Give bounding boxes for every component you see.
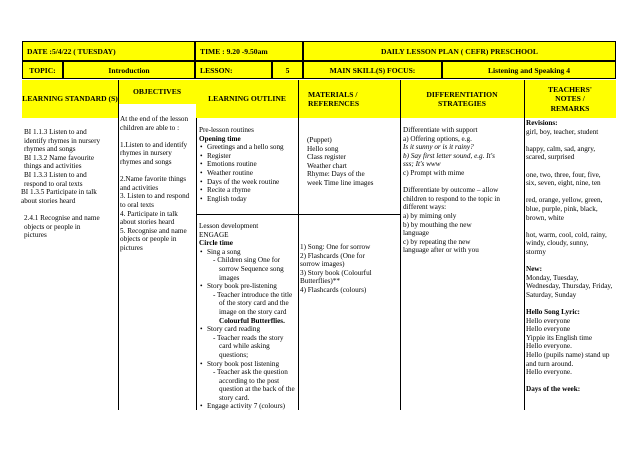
- objective-line: to oral texts: [120, 200, 154, 209]
- remark-line: Hello everyone: [526, 316, 571, 325]
- remark-line: Saturday, Sunday: [526, 290, 577, 299]
- circle-time-title: Circle time: [199, 239, 233, 248]
- remark-line: Hello everyone.: [526, 368, 572, 377]
- objective-line: 2.Name favorite things: [120, 175, 187, 184]
- pre-lesson-item: • English today: [199, 195, 284, 204]
- material-line: Butterflies)**: [300, 277, 340, 286]
- objective-line: children are able to :: [120, 123, 180, 132]
- remark-line: Days of the week:: [526, 385, 581, 394]
- objective-line: rhymes and songs: [120, 157, 172, 166]
- remark-line: brown, white: [526, 213, 564, 222]
- remark-line: Yippie its English time: [526, 333, 593, 342]
- pre-lesson-title: Pre-lesson routines: [199, 126, 254, 134]
- col-head-outline-text: LEARNING OUTLINE: [208, 94, 286, 104]
- material-line: (Puppet): [307, 136, 332, 144]
- col-head-materials-text: MATERIALS / REFERENCES: [308, 89, 360, 108]
- col-head-standard-text: LEARNING STANDARD (S): [22, 94, 118, 104]
- objective-line: [120, 132, 189, 141]
- standard-line: about stories heard: [21, 196, 76, 205]
- remark-line: Hello Song Lyric:: [526, 308, 580, 317]
- pre-lesson-item: • Register: [199, 152, 284, 161]
- objective-line: pictures: [120, 243, 143, 252]
- plan-title-cell: [303, 41, 616, 61]
- grid-line: [524, 80, 525, 410]
- objectives-list: [120, 115, 189, 253]
- col-head-remarks-text: TEACHERS' NOTES / REMARKS: [548, 85, 592, 113]
- standard-line: respond to oral texts: [24, 179, 83, 188]
- material-line: Class register: [307, 153, 346, 162]
- pre-lesson-item: • Weather routine: [199, 169, 284, 178]
- remark-line: [526, 257, 612, 266]
- material-line: Rhyme: Days of the: [307, 170, 365, 179]
- differentiation-line: a) Offering options, e.g.: [403, 134, 472, 143]
- objective-line: about stories heard: [120, 218, 175, 227]
- outline-dev: [199, 222, 295, 411]
- remark-line: Hello everyone.: [526, 342, 572, 351]
- differentiation-line: [403, 178, 500, 187]
- pre-lesson-item: • Greetings and a hello song: [199, 143, 284, 152]
- material-line: Hello song: [307, 144, 339, 153]
- remark-line: Revisions:: [526, 119, 558, 127]
- pre-lesson-list: [199, 143, 284, 203]
- topic-value: Introduction: [108, 65, 150, 75]
- pre-lesson-item: • Days of the week routine: [199, 178, 284, 187]
- reading-sub: - Teacher reads the story: [213, 333, 284, 342]
- remark-line: hot, warm, cool, cold, rainy,: [526, 230, 607, 239]
- remark-line: [526, 299, 612, 308]
- dev-story-list: [199, 282, 295, 291]
- material-line: 3) Story book (Colourful: [300, 268, 372, 277]
- dev-reading-list: [199, 325, 295, 334]
- grid-line: [298, 80, 299, 410]
- topic-value-cell: [63, 61, 195, 79]
- reading-sub: questions;: [219, 350, 249, 359]
- col-head-objectives-text: OBJECTIVES: [132, 87, 182, 97]
- story-sub: - Teacher introduce the title: [213, 290, 293, 299]
- differentiation-line: b) Say first letter sound, e.g. It's: [403, 151, 495, 160]
- differentiation-line: Differentiate by outcome – allow: [403, 186, 499, 195]
- sing-sub: - Children sing One for: [213, 256, 281, 265]
- grid-line: [400, 80, 401, 410]
- pre-lesson-item: • Emotions routine: [199, 160, 284, 169]
- lesson-value-cell: [272, 61, 303, 79]
- post-sub: question at the back of the: [219, 385, 295, 394]
- story-title: Colourful Butterflies.: [219, 316, 285, 325]
- differentiation-line: a) by miming only: [403, 211, 457, 220]
- material-line: sorrow images): [300, 260, 345, 269]
- focus-label-cell: [303, 61, 442, 79]
- remark-line: blue, purple, pink, black,: [526, 204, 598, 213]
- lesson-label-cell: [195, 61, 272, 79]
- lesson-value: 5: [285, 65, 290, 75]
- objective-line: 3. Listen to and respond: [120, 192, 190, 201]
- remark-line: windy, cloudy, sunny,: [526, 239, 589, 248]
- standard-line: BI 1.1.3 Listen to and: [24, 128, 87, 136]
- time-cell: [195, 41, 303, 61]
- standard-line: things and activities: [24, 162, 82, 171]
- differentiation-line: different ways:: [403, 203, 447, 212]
- standard-line: BI 1.3.5 Participate in talk: [21, 188, 97, 197]
- focus-value: Listening and Speaking 4: [487, 65, 571, 75]
- standards-list: [21, 128, 101, 240]
- focus-value-cell: [442, 61, 616, 79]
- col-head-standard: [22, 80, 118, 118]
- differentiation-line: c) Prompt with mime: [403, 168, 465, 177]
- remark-line: Wednesday, Thursday, Friday,: [526, 282, 613, 291]
- story-sub: of the story card and the: [219, 299, 289, 308]
- post-item: • Story book post listening: [199, 360, 295, 369]
- post-sub: - Teacher ask the question: [213, 368, 288, 377]
- time-text: TIME : 9.20 -9.50am: [200, 46, 268, 56]
- remark-line: [526, 188, 612, 197]
- reading-sub: card while asking: [219, 342, 270, 351]
- opening-time-title: Opening time: [199, 134, 241, 143]
- objective-line: 5. Recognise and name: [120, 226, 187, 235]
- objective-line: rhymes in nursery: [120, 149, 172, 158]
- remark-line: [526, 222, 612, 231]
- objective-line: At the end of the lesson: [120, 115, 189, 123]
- differentiation-line: Differentiate with support: [403, 126, 478, 134]
- objective-line: and activities: [120, 183, 159, 192]
- sing-sub: images: [219, 273, 240, 282]
- standard-line: [24, 205, 100, 214]
- remark-line: [526, 162, 612, 171]
- materials-top: [307, 136, 373, 188]
- lesson-label: LESSON:: [200, 65, 233, 75]
- remark-line: happy, calm, sad, angry,: [526, 144, 596, 153]
- differentiation-line: children to respond to the topic in: [403, 194, 501, 203]
- topic-label: TOPIC:: [29, 65, 56, 75]
- remark-line: Hello (pupils name) stand up: [526, 351, 610, 360]
- differentiation-line: language after or with you: [403, 246, 479, 255]
- objective-line: 1.Listen to and identify: [120, 140, 188, 149]
- col-head-remarks: [524, 80, 616, 118]
- objective-line: 4. Participate in talk: [120, 209, 178, 218]
- material-line: 2) Flashcards (One for: [300, 251, 365, 260]
- standard-line: 2.4.1 Recognise and name: [24, 213, 100, 222]
- grid-line: [196, 118, 197, 410]
- grid-line: [196, 214, 400, 215]
- standard-line: identify rhymes in nursery: [24, 136, 101, 145]
- post-sub: story card.: [219, 393, 250, 402]
- col-head-outline: [196, 80, 298, 118]
- focus-label: MAIN SKILL(S) FOCUS:: [329, 65, 416, 75]
- remark-line: Monday, Tuesday,: [526, 273, 579, 282]
- story-sub: image on the story card: [219, 307, 287, 316]
- sing-item: • Sing a song: [199, 248, 295, 257]
- sing-sub: sorrow Sequence song: [219, 264, 284, 273]
- pre-lesson-item: • Recite a rhyme: [199, 186, 284, 195]
- remark-line: and turn around.: [526, 359, 574, 368]
- remark-line: stormy: [526, 247, 546, 256]
- dev-sing-list: [199, 248, 295, 257]
- remark-line: Hello everyone: [526, 325, 571, 334]
- remark-line: girl, boy, teacher, student: [526, 127, 599, 136]
- col-head-differentiation-text: DIFFERENTIATION STRATEGIES: [426, 89, 498, 108]
- differentiation-line: Is it sunny or is it rainy?: [403, 143, 474, 152]
- topic-label-cell: [22, 61, 63, 79]
- differentiation-list: [403, 126, 500, 255]
- standard-line: objects or people in: [24, 222, 81, 231]
- differentiation-line: sss; It's www: [403, 160, 441, 169]
- col-head-differentiation: [400, 80, 524, 118]
- differentiation-line: c) by repeating the new: [403, 237, 471, 246]
- remark-line: red, orange, yellow, green,: [526, 196, 603, 205]
- dev-engage-list: [199, 402, 295, 411]
- story-item: • Story book pre-listening: [199, 282, 295, 291]
- engage-title: ENGAGE: [199, 230, 229, 239]
- standard-line: pictures: [24, 231, 47, 240]
- remark-line: six, seven, eight, nine, ten: [526, 179, 601, 188]
- date-text: DATE :5/4/22 ( TUESDAY): [27, 46, 116, 56]
- reading-item: • Story card reading: [199, 325, 295, 334]
- remark-line: one, two, three, four, five,: [526, 170, 601, 179]
- objective-line: [120, 167, 189, 176]
- engage-activity-item: • Engage activity 7 (colours): [199, 402, 295, 411]
- plan-title: DAILY LESSON PLAN ( CEFR) PRESCHOOL: [380, 46, 539, 56]
- material-line: 1) Song: One for sorrow: [300, 243, 371, 251]
- grid-line: [118, 80, 119, 410]
- lesson-dev-title: Lesson development: [199, 222, 259, 230]
- differentiation-line: language: [403, 229, 429, 238]
- outline-pre: [199, 126, 284, 203]
- remark-line: [526, 136, 612, 145]
- post-sub: according to the post: [219, 376, 280, 385]
- remarks-list: [526, 119, 612, 394]
- objective-line: objects or people in: [120, 235, 177, 244]
- remark-line: scared, surprised: [526, 153, 575, 162]
- dev-post-list: [199, 360, 295, 369]
- remark-line: [526, 377, 612, 386]
- material-line: 4) Flashcards (colours): [300, 285, 367, 294]
- standard-line: BI 1.3.2 Name favourite: [24, 153, 95, 162]
- remark-line: New:: [526, 265, 542, 274]
- material-line: week Time line images: [307, 178, 374, 187]
- standard-line: BI 1.3.3 Listen to and: [24, 170, 87, 179]
- col-head-objectives: [118, 80, 196, 104]
- standard-line: rhymes and songs: [24, 145, 76, 154]
- date-cell: [22, 41, 195, 61]
- col-head-materials: [298, 80, 400, 118]
- material-line: Weather chart: [307, 161, 347, 170]
- differentiation-line: b) by mouthing the new: [403, 220, 472, 229]
- materials-bottom: [300, 243, 372, 295]
